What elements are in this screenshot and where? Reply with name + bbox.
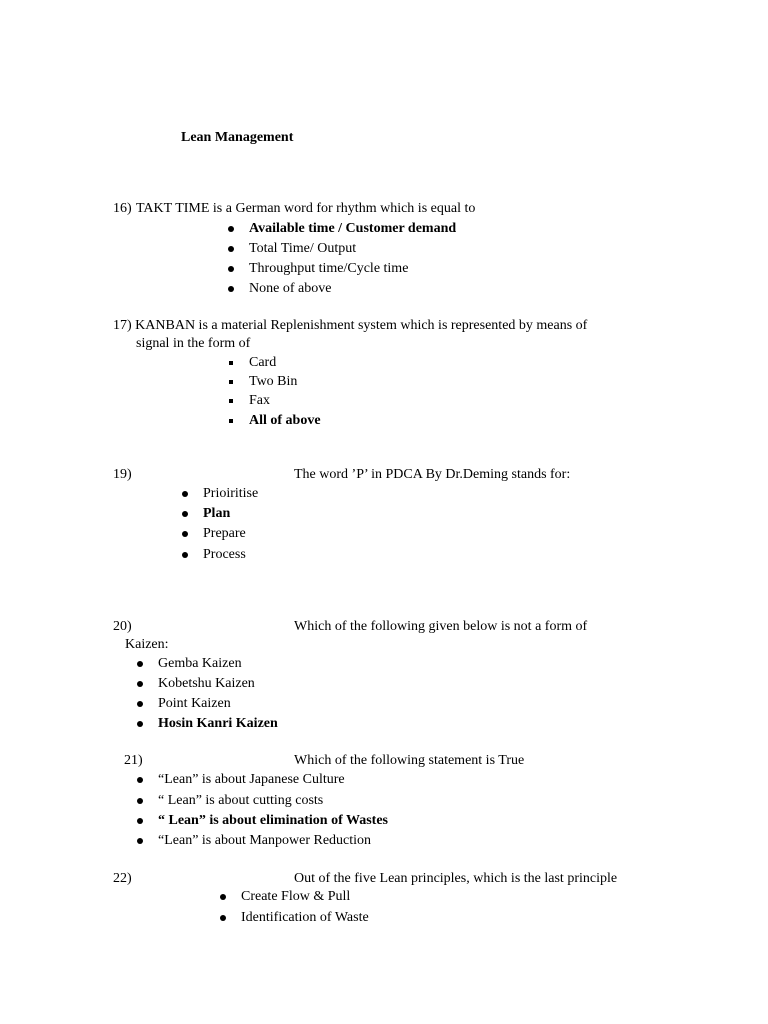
q16-number: 16) bbox=[113, 201, 132, 216]
q20-text: Which of the following given below is not a form of bbox=[294, 619, 588, 634]
q20-number: 20) bbox=[113, 619, 132, 634]
q21-number: 21) bbox=[124, 753, 143, 768]
q17-option-correct: All of above bbox=[249, 413, 321, 428]
q17-text-line2: signal in the form of bbox=[136, 336, 251, 351]
bullet-icon bbox=[182, 511, 188, 517]
bullet-icon bbox=[228, 246, 234, 252]
q17-text-line1: 17) KANBAN is a material Replenishment system which is represented by means of bbox=[113, 318, 588, 333]
q21-text: Which of the following statement is True bbox=[294, 753, 525, 768]
q20-option: Gemba Kaizen bbox=[158, 656, 242, 671]
bullet-icon bbox=[228, 286, 234, 292]
q16-option: Total Time/ Output bbox=[249, 241, 357, 256]
q16-option-correct: Available time / Customer demand bbox=[249, 221, 457, 236]
bullet-icon bbox=[228, 266, 234, 272]
bullet-icon bbox=[182, 491, 188, 497]
q19-option-correct: Plan bbox=[203, 506, 231, 521]
document-title: Lean Management bbox=[181, 130, 294, 145]
bullet-icon bbox=[220, 915, 226, 921]
q22-option: Identification of Waste bbox=[241, 910, 369, 925]
bullet-icon bbox=[137, 721, 143, 727]
q17-option: Two Bin bbox=[249, 374, 298, 389]
bullet-icon bbox=[182, 552, 188, 558]
q22-number: 22) bbox=[113, 871, 132, 886]
square-bullet-icon bbox=[229, 380, 233, 384]
bullet-icon bbox=[182, 531, 188, 537]
q22-option: Create Flow & Pull bbox=[241, 889, 351, 904]
q20-text-line2: Kaizen: bbox=[125, 637, 169, 652]
q20-option-correct: Hosin Kanri Kaizen bbox=[158, 716, 278, 731]
bullet-icon bbox=[137, 838, 143, 844]
bullet-icon bbox=[137, 661, 143, 667]
q20-option: Kobetshu Kaizen bbox=[158, 676, 255, 691]
q16-option: None of above bbox=[249, 281, 332, 296]
q21-option-correct: “ Lean” is about elimination of Wastes bbox=[158, 813, 388, 828]
q19-option: Prepare bbox=[203, 526, 246, 541]
square-bullet-icon bbox=[229, 419, 233, 423]
bullet-icon bbox=[137, 798, 143, 804]
bullet-icon bbox=[137, 681, 143, 687]
bullet-icon bbox=[220, 894, 226, 900]
square-bullet-icon bbox=[229, 361, 233, 365]
q19-text: The word ’P’ in PDCA By Dr.Deming stands for: bbox=[294, 467, 571, 482]
q20-option: Point Kaizen bbox=[158, 696, 231, 711]
q19-option: Process bbox=[203, 547, 246, 562]
q17-option: Card bbox=[249, 355, 277, 370]
q16-option: Throughput time/Cycle time bbox=[249, 261, 409, 276]
q17-option: Fax bbox=[249, 393, 270, 408]
q21-option: “Lean” is about Manpower Reduction bbox=[158, 833, 372, 848]
q19-option: Prioiritise bbox=[203, 486, 259, 501]
bullet-icon bbox=[137, 777, 143, 783]
square-bullet-icon bbox=[229, 399, 233, 403]
q21-option: “Lean” is about Japanese Culture bbox=[158, 772, 345, 787]
bullet-icon bbox=[228, 226, 234, 232]
q19-number: 19) bbox=[113, 467, 132, 482]
q22-text: Out of the five Lean principles, which is the last principle bbox=[294, 871, 618, 886]
q16-text: TAKT TIME is a German word for rhythm which is equal to bbox=[136, 201, 476, 216]
bullet-icon bbox=[137, 701, 143, 707]
q21-option: “ Lean” is about cutting costs bbox=[158, 793, 324, 808]
bullet-icon bbox=[137, 818, 143, 824]
